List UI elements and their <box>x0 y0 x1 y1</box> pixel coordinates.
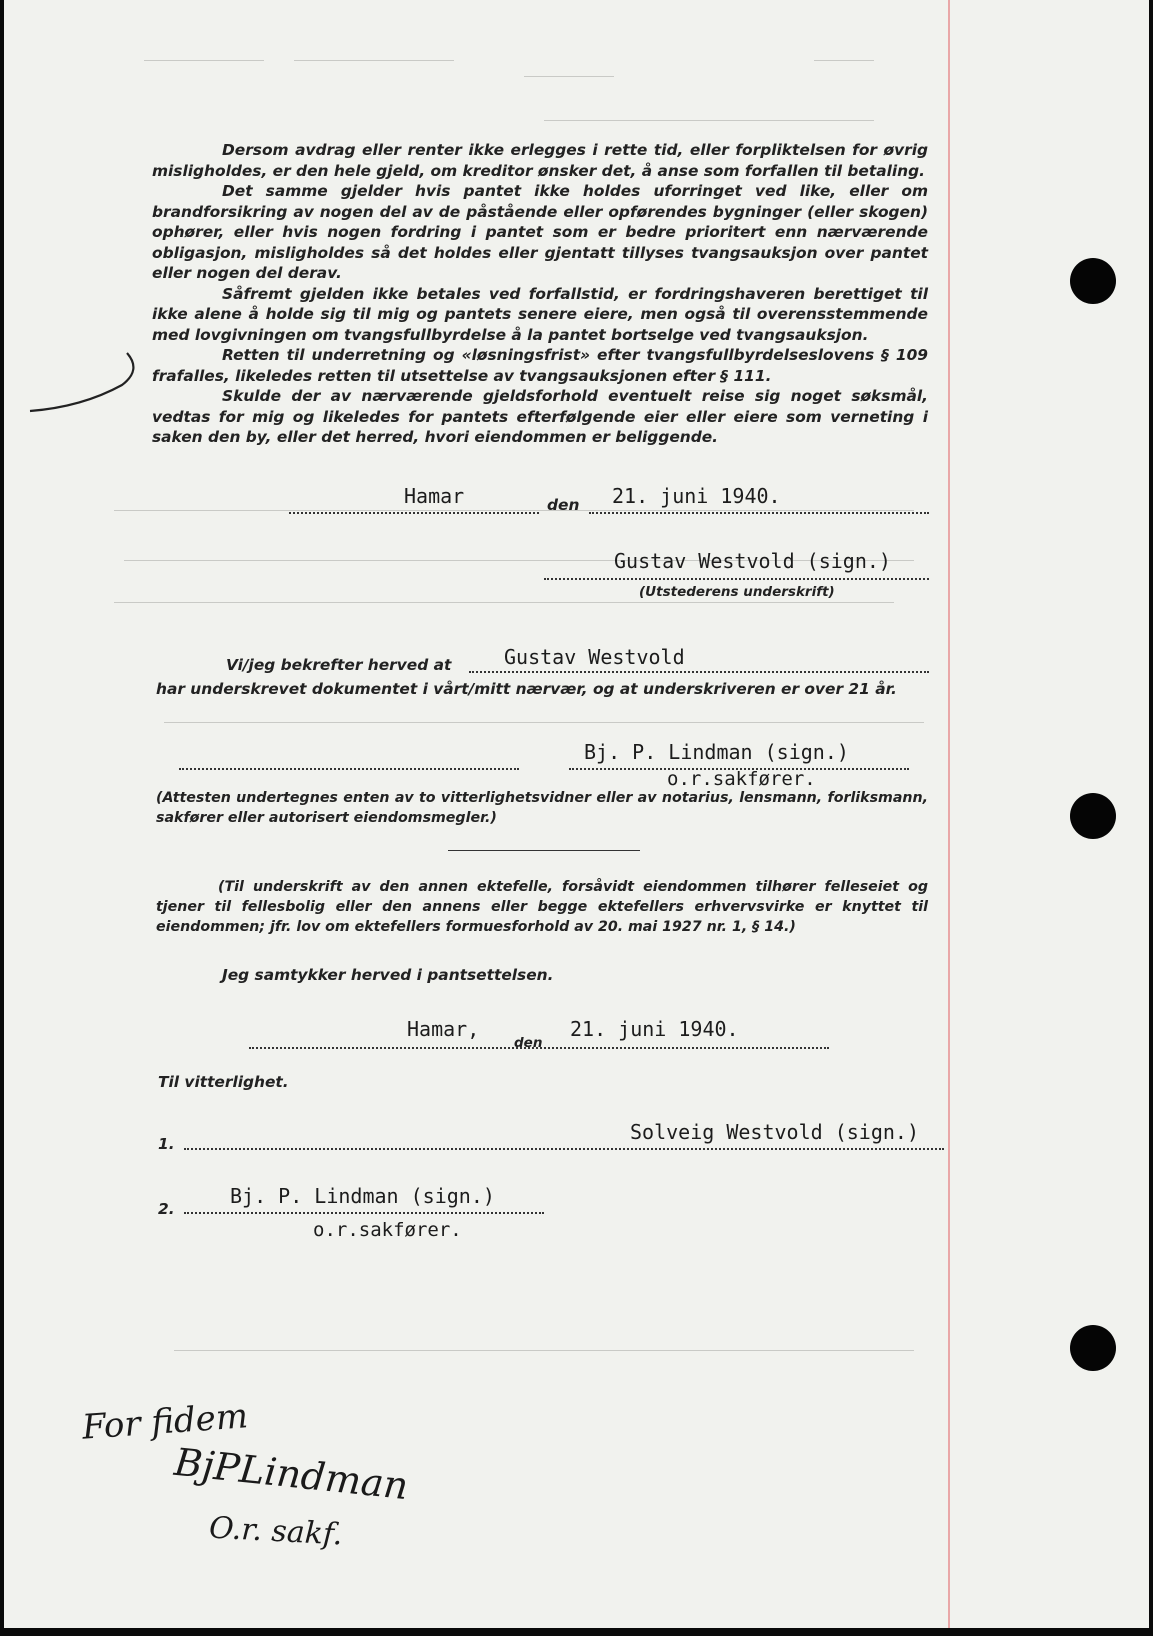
bleed-through-line <box>544 120 874 121</box>
document-page <box>4 0 1149 1628</box>
handwritten-title: O.r. sakf. <box>208 1510 344 1553</box>
bleed-through-line <box>164 722 924 723</box>
spouse-place: Hamar, <box>407 1017 480 1041</box>
terms-clauses <box>152 140 928 448</box>
issue-date: 21. juni 1940. <box>612 484 781 508</box>
witness-1-signature: Solveig Westvold (sign.) <box>630 1120 919 1144</box>
attest-prefix: Vi/jeg bekrefter herved at <box>226 656 452 674</box>
clause-insurance: Det samme gjelder hvis pantet ikke holdes uforringet ved like, eller om brandforsikring av nogen del av de påstående eller opførendes bygninger (eller skogen) ophører, eller hvis nogen fordring i pantet som er bedre prioritert enn nærværende obligasjon, misligholdes så det holdes eller gjentatt tillyses tvangsauksjon over pantet eller nogen del derav. <box>152 182 928 282</box>
attest-dotted-line <box>469 671 929 673</box>
margin-pen-stroke <box>22 345 137 415</box>
bleed-through-line <box>294 60 454 61</box>
clause-venue: Skulde der av nærværende gjeldsforhold eventuelt reise sig noget søksmål, vedtas for mig og likeledes for pantets efterfølgende eier eller eiere som verneting i saken den by, eller det herred, hvori eiendommen er beliggende. <box>152 387 928 446</box>
witness-number-1: 1. <box>158 1135 175 1153</box>
bleed-through-line <box>114 510 914 511</box>
spouse-consent: Jeg samtykker herved i pantsettelsen. <box>222 966 554 984</box>
witness-dotted-line-left <box>179 768 519 770</box>
bleed-through-line <box>114 602 894 603</box>
separator <box>448 850 640 851</box>
attest-witness-title: o.r.sakfører. <box>667 768 816 790</box>
witness-2-dotted-line <box>184 1212 544 1214</box>
signer-caption: (Utstederens underskrift) <box>639 584 835 600</box>
signer-dotted-line <box>544 578 929 580</box>
issue-place: Hamar <box>404 484 465 508</box>
den-label: den <box>547 496 580 514</box>
punch-hole <box>1070 258 1116 304</box>
attest-note: (Attesten undertegnes enten av to vitterlighetsvidner eller av notarius, lensmann, forliksmann, sakfører eller autorisert eiendomsmegler.) <box>156 790 928 826</box>
bleed-through-line <box>174 1350 914 1351</box>
witness-2-title: o.r.sakfører. <box>313 1219 462 1241</box>
clause-notice-waiver: Retten til underretning og «løsningsfrist» efter tvangsfullbyrdelseslovens § 109 frafalles, likeledes retten til utsettelse av tvangsauksjonen efter § 111. <box>152 346 928 385</box>
witness-heading: Til vitterlighet. <box>158 1073 289 1091</box>
attest-statement: har underskrevet dokumentet i vårt/mitt nærvær, og at underskriveren er over 21 år. <box>156 680 897 698</box>
clause-forced-sale: Såfremt gjelden ikke betales ved forfallstid, er fordringshaveren berettiget til ikke alene å holde sig til mig og pantets senere eiere, men også til overensstemmende med lovgivningen om tvangsfullbyrdelse å la pantet bortselge ved tvangsauksjon. <box>152 284 928 344</box>
witness-1-dotted-line <box>184 1148 944 1150</box>
signer-name: Gustav Westvold (sign.) <box>614 549 891 573</box>
handwritten-signature: BjPLindman <box>172 1439 411 1509</box>
spouse-note: (Til underskrift av den annen ektefelle, forsåvidt eiendommen tilhører felleseiet og tjener til fellesbolig eller den annens eller begge ektefellers erhvervsvirke er knyttet til eiendommen; jfr. lov om ektefellers formuesforhold av 20. mai 1927 nr. 1, § 14.) <box>156 879 928 935</box>
spouse-date: 21. juni 1940. <box>570 1017 739 1041</box>
spouse-den-label: den <box>514 1035 543 1051</box>
clause-default: Dersom avdrag eller renter ikke erlegges i rette tid, eller forpliktelsen for øvrig misligholdes, er den hele gjeld, om kreditor ønsker det, å anse som forfallen til betaling. <box>152 141 928 180</box>
attest-witness: Bj. P. Lindman (sign.) <box>584 740 849 764</box>
attest-name: Gustav Westvold <box>504 645 685 669</box>
witness-number-2: 2. <box>158 1200 175 1218</box>
bleed-through-line <box>814 60 874 61</box>
punch-hole <box>1070 1325 1116 1371</box>
handwritten-for-fidem: For fidem <box>80 1396 250 1448</box>
place-dotted-line <box>289 512 539 514</box>
witness-2-signature: Bj. P. Lindman (sign.) <box>230 1184 495 1208</box>
punch-hole <box>1070 793 1116 839</box>
date-dotted-line <box>589 512 929 514</box>
margin-rule <box>948 0 950 1628</box>
bleed-through-line <box>144 60 264 61</box>
bleed-through-line <box>524 76 614 77</box>
